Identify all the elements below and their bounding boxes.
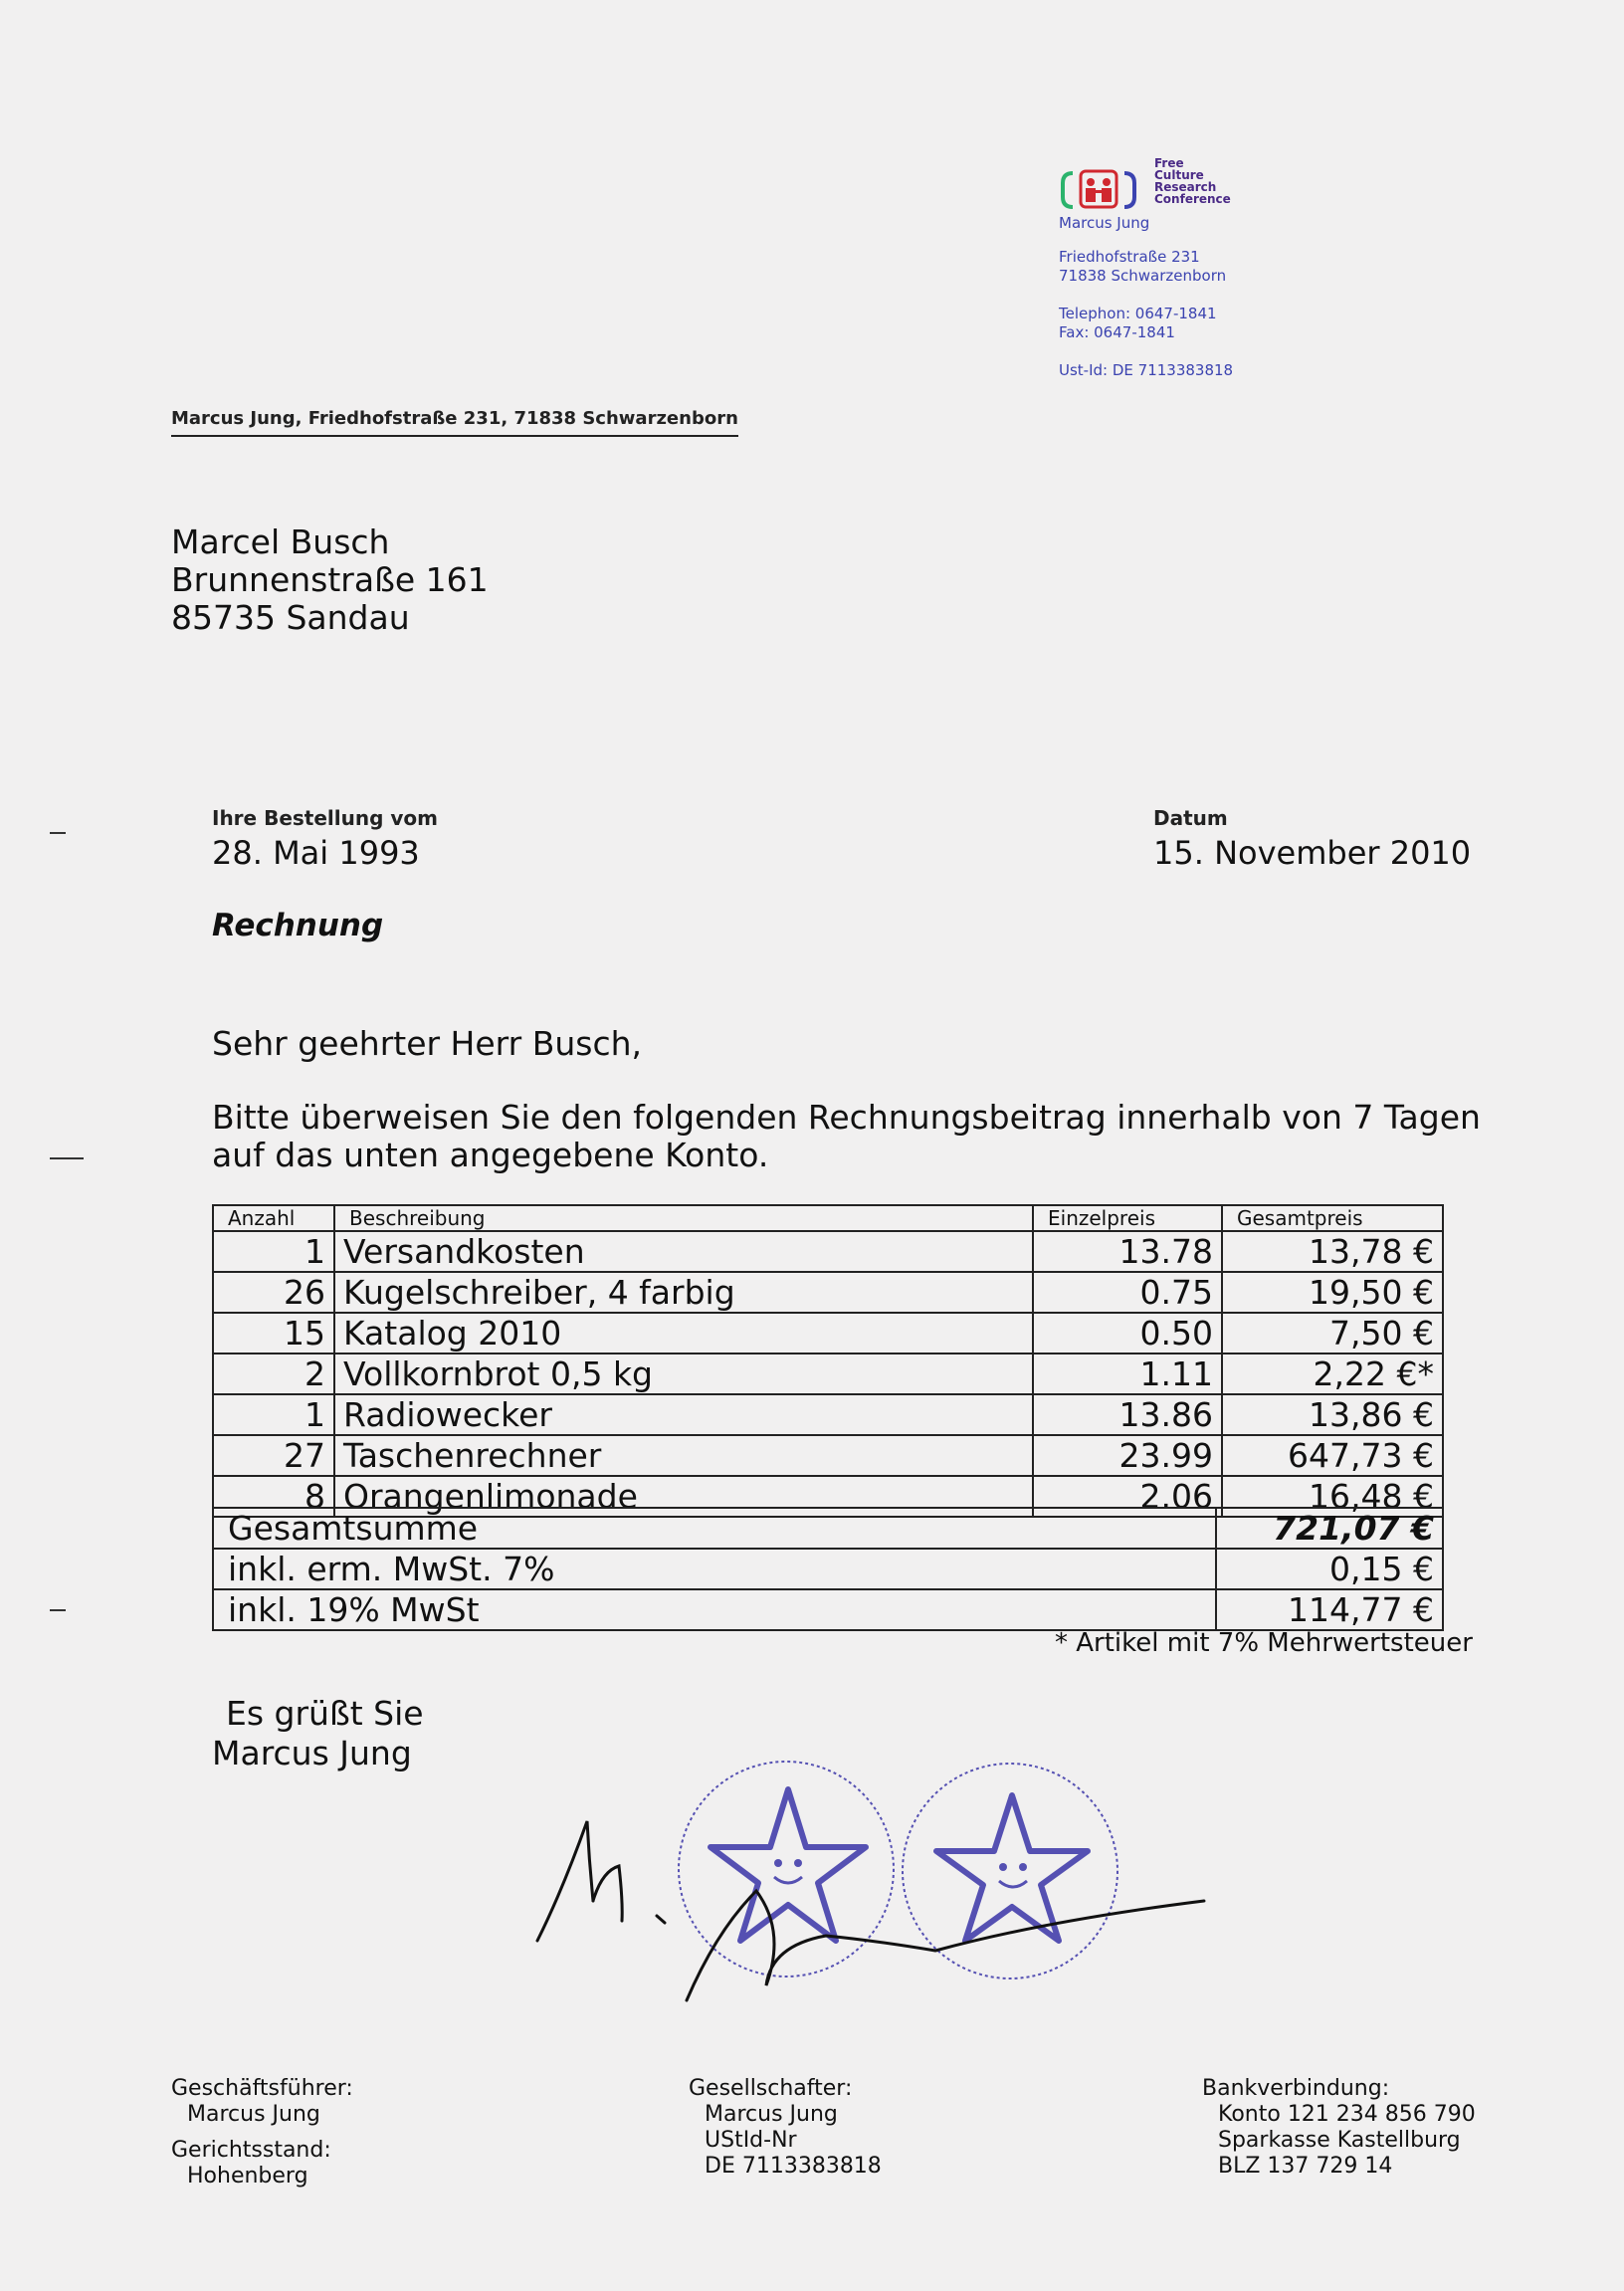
order-date: 28. Mai 1993: [212, 834, 420, 872]
return-address: Marcus Jung, Friedhofstraße 231, 71838 Schwarzenborn: [171, 408, 738, 437]
fold-mark: [50, 1609, 66, 1611]
table-row: [213, 1313, 1443, 1354]
cell-description: Versandkosten: [334, 1231, 1033, 1272]
footer-partner: [689, 2076, 882, 2180]
date-label: Datum: [1153, 806, 1228, 830]
cell-total-price: 19,50 €: [1222, 1272, 1443, 1313]
salutation: Sehr geehrter Herr Busch,: [212, 1024, 643, 1063]
cell-quantity: 27: [213, 1435, 334, 1476]
header-description: Beschreibung: [334, 1205, 1033, 1231]
cell-description: Kugelschreiber, 4 farbig: [334, 1272, 1033, 1313]
signature-and-stamps: [527, 1752, 1224, 2010]
cell-description: Vollkornbrot 0,5 kg: [334, 1354, 1033, 1394]
footer-partner-name: Marcus Jung: [705, 2102, 838, 2127]
footer-bank-name: Sparkasse Kastellburg: [1218, 2128, 1461, 2153]
totals-row: [213, 1549, 1443, 1589]
sender-vat-id: Ust-Id: DE 7113383818: [1059, 361, 1234, 379]
header-total-price: Gesamtpreis: [1222, 1205, 1443, 1231]
cell-description: Orangenlimonade: [334, 1476, 1033, 1517]
cell-quantity: 1: [213, 1394, 334, 1435]
stamp-icon: [679, 1762, 894, 1977]
footnote: * Artikel mit 7% Mehrwertsteuer: [1055, 1628, 1473, 1658]
footer-partner-ustid-label: UStId-Nr: [705, 2128, 797, 2153]
header-unit-price: Einzelpreis: [1033, 1205, 1222, 1231]
sender-fax: Fax: 0647-1841: [1059, 323, 1175, 341]
invoice-items-table: [212, 1204, 1444, 1518]
table-header-row: [213, 1205, 1443, 1231]
cell-total-price: 16,48 €: [1222, 1476, 1443, 1517]
invoice-totals-table: [212, 1507, 1444, 1631]
logo-icon: [1059, 167, 1138, 209]
footer-ceo-label: Geschäftsführer:: [171, 2076, 353, 2101]
cell-quantity: 8: [213, 1476, 334, 1517]
footer-bank-account: Konto 121 234 856 790: [1218, 2102, 1476, 2127]
stamp-icon: [903, 1764, 1117, 1979]
logo-text-line: Free: [1154, 156, 1184, 170]
totals-row: [213, 1508, 1443, 1549]
closing-name: Marcus Jung: [212, 1734, 412, 1772]
cell-unit-price: 13.78: [1033, 1231, 1222, 1272]
cell-quantity: 15: [213, 1313, 334, 1354]
recipient-name: Marcel Busch: [171, 522, 390, 561]
table-row: [213, 1394, 1443, 1435]
cell-unit-price: 0.50: [1033, 1313, 1222, 1354]
invoice-date: 15. November 2010: [1153, 834, 1472, 872]
cell-total-price: 13,78 €: [1222, 1231, 1443, 1272]
cell-description: Radiowecker: [334, 1394, 1033, 1435]
footer-partner-label: Gesellschafter:: [689, 2076, 853, 2101]
cell-quantity: 26: [213, 1272, 334, 1313]
logo-text-line: Research: [1154, 180, 1217, 194]
cell-quantity: 1: [213, 1231, 334, 1272]
totals-row: [213, 1589, 1443, 1630]
sender-city: 71838 Schwarzenborn: [1059, 267, 1227, 285]
grand-total-value: 721,07 €: [1216, 1508, 1443, 1549]
totals-value: 0,15 €: [1216, 1549, 1443, 1589]
sender-street: Friedhofstraße 231: [1059, 248, 1200, 266]
footer-court-label: Gerichtsstand:: [171, 2138, 331, 2163]
totals-value: 114,77 €: [1216, 1589, 1443, 1630]
sender-telephone: Telephon: 0647-1841: [1059, 305, 1217, 322]
fold-mark: [50, 1157, 84, 1159]
table-row: [213, 1272, 1443, 1313]
recipient-city: 85735 Sandau: [171, 598, 410, 637]
footer-bank: [1202, 2076, 1476, 2180]
cell-total-price: 13,86 €: [1222, 1394, 1443, 1435]
totals-label: Gesamtsumme: [213, 1508, 1216, 1549]
sender-name: Marcus Jung: [1059, 214, 1150, 232]
closing: [212, 1694, 424, 1773]
cell-description: Taschenrechner: [334, 1435, 1033, 1476]
footer-bank-label: Bankverbindung:: [1202, 2076, 1390, 2101]
header-quantity: Anzahl: [213, 1205, 334, 1231]
cell-unit-price: 13.86: [1033, 1394, 1222, 1435]
totals-label: inkl. 19% MwSt: [213, 1589, 1216, 1630]
recipient-street: Brunnenstraße 161: [171, 560, 489, 599]
cell-total-price: 2,22 €*: [1222, 1354, 1443, 1394]
cell-quantity: 2: [213, 1354, 334, 1394]
cell-total-price: 647,73 €: [1222, 1435, 1443, 1476]
fold-mark: [50, 832, 66, 834]
recipient-address: [171, 523, 489, 637]
totals-label: inkl. erm. MwSt. 7%: [213, 1549, 1216, 1589]
footer-ceo-name: Marcus Jung: [187, 2102, 320, 2127]
table-row: [213, 1354, 1443, 1394]
logo-text-line: Culture: [1154, 168, 1204, 182]
document-title: Rechnung: [212, 908, 384, 943]
table-row: [213, 1435, 1443, 1476]
footer-management: [171, 2076, 353, 2189]
cell-unit-price: 0.75: [1033, 1272, 1222, 1313]
cell-unit-price: 23.99: [1033, 1435, 1222, 1476]
logo-text-line: Conference: [1154, 192, 1231, 206]
footer-court-value: Hohenberg: [187, 2164, 308, 2188]
closing-greeting: Es grüßt Sie: [226, 1694, 424, 1733]
cell-unit-price: 2.06: [1033, 1476, 1222, 1517]
body-text-line: Bitte überweisen Sie den folgenden Rechnungsbeitrag innerhalb von 7 Tagen: [212, 1098, 1481, 1137]
signature: [537, 1821, 1204, 2000]
table-row: [213, 1231, 1443, 1272]
order-date-label: Ihre Bestellung vom: [212, 806, 438, 830]
cell-description: Katalog 2010: [334, 1313, 1033, 1354]
cell-unit-price: 1.11: [1033, 1354, 1222, 1394]
cell-total-price: 7,50 €: [1222, 1313, 1443, 1354]
footer-partner-ustid: DE 7113383818: [705, 2154, 882, 2179]
footer-bank-blz: BLZ 137 729 14: [1218, 2154, 1393, 2179]
body-text-line: auf das unten angegebene Konto.: [212, 1136, 769, 1174]
